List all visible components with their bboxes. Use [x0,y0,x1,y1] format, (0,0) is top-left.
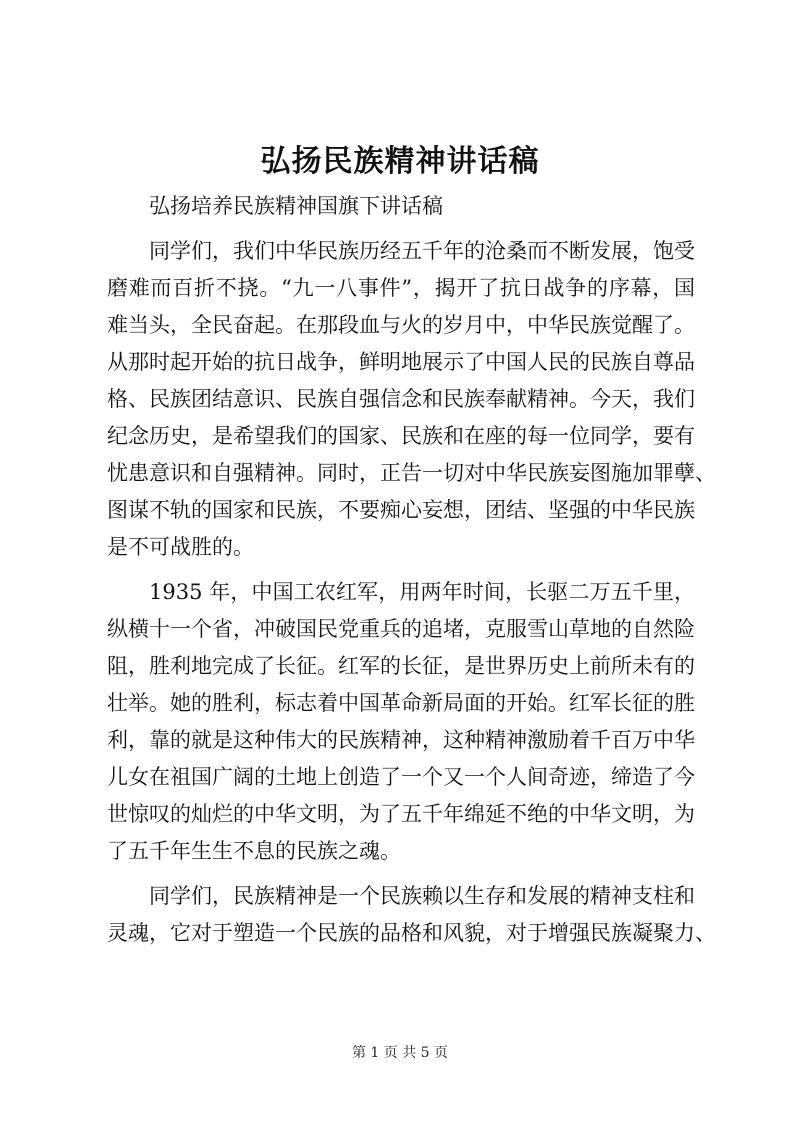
paragraph-line: 磨难而百折不挠。“九一八事件”，揭开了抗日战争的序幕，国 [107,276,695,300]
paragraph-line: 图谋不轨的国家和民族，不要痴心妄想，团结、坚强的中华民族 [107,498,695,522]
paragraph-line: 灵魂，它对于塑造一个民族的品格和风貌，对于增强民族凝聚力、 [107,921,716,945]
paragraph-subtitle [107,188,695,225]
paragraph-line: 纵横十一个省，冲破国民党重兵的追堵，克服雪山草地的自然险 [107,617,695,641]
paragraph-line: 难当头，全民奋起。在那段血与火的岁月中，中华民族觉醒了。 [107,313,695,337]
document-body [107,188,716,952]
paragraph-line: 了五千年生生不息的民族之魂。 [107,839,401,863]
paragraph-line: 同学们，我们中华民族历经五千年的沧桑而不断发展，饱受 [149,239,695,263]
paragraph-line: 弘扬培养民族精神国旗下讲话稿 [149,194,443,218]
paragraph-line: 世惊叹的灿烂的中华文明，为了五千年绵延不绝的中华文明，为 [107,802,695,826]
paragraph-line: 1935 年，中国工农红军，用两年时间，长驱二万五千里， [149,580,695,604]
paragraph-line: 同学们，民族精神是一个民族赖以生存和发展的精神支柱和 [149,884,695,908]
paragraph-line: 格、民族团结意识、民族自强信念和民族奉献精神。今天，我们 [107,387,695,411]
paragraph-line: 忧患意识和自强精神。同时，正告一切对中华民族妄图施加罪孽、 [107,461,716,485]
paragraph-line: 是不可战胜的。 [107,535,254,559]
paragraph-line: 纪念历史，是希望我们的国家、民族和在座的每一位同学，要有 [107,424,695,448]
paragraph-line: 儿女在祖国广阔的土地上创造了一个又一个人间奇迹，缔造了今 [107,765,695,789]
page-title: 弘扬民族精神讲话稿 [260,144,540,179]
paragraph-1 [107,233,716,566]
paragraph-line: 从那时起开始的抗日战争，鲜明地展示了中国人民的民族自尊品 [107,350,695,374]
paragraph-line: 利，靠的就是这种伟大的民族精神，这种精神激励着千百万中华 [107,728,695,752]
page-footer: 第 1 页 共 5 页 [351,1045,449,1061]
paragraph-line: 阻，胜利地完成了长征。红军的长征，是世界历史上前所未有的 [107,654,695,678]
paragraph-2 [107,574,695,870]
paragraph-3 [107,878,716,952]
paragraph-line: 壮举。她的胜利，标志着中国革命新局面的开始。红军长征的胜 [107,691,695,715]
